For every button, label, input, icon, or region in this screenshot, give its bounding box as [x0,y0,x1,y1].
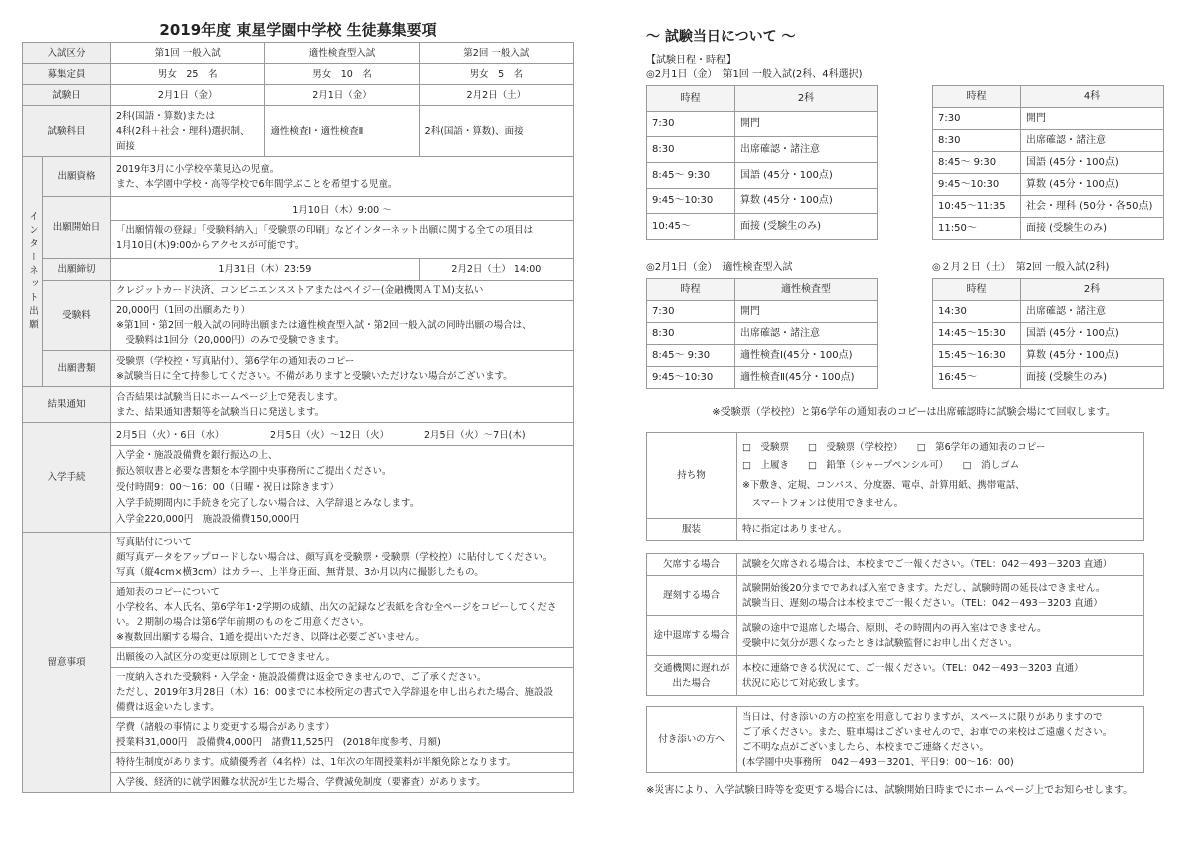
escort-text: 当日は、付き添いの方の控室を用意しておりますが、スペースに限りがありますので ご了承ください。また、駐車場はございませんので、お車での来校はご遠慮ください。 ご不明な点がございましたら、本校までご連絡ください。 (本学園中央事務所 042－493－3201、平日9：00～16：00) [737,707,1144,773]
schedule-table-2ka [646,85,878,240]
schedule-item: 面接 (受験生のみ) [1021,367,1164,389]
schedule-heading: ◎２月２日（土） 第2回 一般入試(2科) [932,262,1110,273]
schedule-row [933,301,1164,323]
qualification-text: 2019年3月に小学校卒業見込の児童。 また、本学園中学校・高等学校で6年間学ぶことを希望する児童。 [111,157,574,197]
schedule-time: 9:45～10:30 [647,188,735,214]
label-deadline: 出願締切 [43,259,111,281]
schedule-time: 14:45～15:30 [933,323,1021,345]
column-header: 適性検査型入試 [265,43,419,64]
schedule-item: 開門 [1021,108,1164,130]
subjects-value: 2科(国語・算数)または 4科(2科＋社会・理科)選択制、 面接 [111,106,265,157]
label-dress: 服装 [647,519,737,541]
note-item: 写真貼付について 顔写真データをアップロードしない場合は、顔写真を受験票・受験票（学校控）に貼付してください。 写真（縦4cm×横3cm）はカラー、上半身正面、無背景、3か月以内に撮影したもの。 [111,533,573,583]
transit-text: 本校に連絡できる状況にて、ご一報ください。（TEL：042－493－3203 直通） 状況に応じて対応致します。 [737,656,1144,696]
schedule-time: 8:30 [933,130,1021,152]
exam-day-info [646,26,1182,796]
collect-note: ※受験票（学校控）と第6学年の通知表のコピーは出席確認時に試験会場にて回収します。 [712,407,1116,418]
schedule-item: 国語 (45分・100点) [1021,152,1164,174]
schedule-item: 出席確認・諸注意 [1021,301,1164,323]
schedule-item: 面接 (受験生のみ) [735,214,878,240]
schedule-row [933,108,1164,130]
label-procedure: 入学手続 [23,423,111,533]
procedure-date: 2月5日（火）・6日（水） [116,429,225,441]
deadline-value: 1月31日（木）23:59 [111,259,420,281]
note-item: 学費（諸般の事情により変更する場合があります） 授業料31,000円 設備費4,000円 諸費11,525円 (2018年度参考、月額) [111,718,573,753]
label-exam-date: 試験日 [23,85,111,106]
recruitment-guide [22,18,574,793]
schedule-time: 時程 [933,86,1021,108]
absent-text: 試験を欠席される場合は、本校までご一報ください。（TEL：042－493－3203 直通） [737,554,1144,576]
label-documents: 出願書類 [43,351,111,387]
schedule-row [647,162,878,188]
procedure-cell [111,423,574,533]
schedule-item: 適性検査Ⅱ(45分・100点) [735,367,878,389]
schedule-item: 算数 (45分・100点) [1021,174,1164,196]
note-item: 入学後、経済的に就学困難な状況が生じた場合、学費減免制度（要審査）があります。 [116,777,486,788]
schedule-header-row [933,279,1164,301]
schedule-item: 出席確認・諸注意 [735,323,878,345]
schedule-item: 算数 (45分・100点) [735,188,878,214]
exam-date-value: 2月1日（金） [111,85,265,106]
schedule-item: 算数 (45分・100点) [1021,345,1164,367]
start-date-value: 1月10日（木）9:00 ～ [111,201,573,221]
label-items: 持ち物 [647,433,737,519]
schedule-row [647,323,878,345]
procedure-date: 2月5日（火）～7日(木) [423,429,526,441]
schedule-item: 国語 (45分・100点) [735,162,878,188]
exam-day-title: ～ 試験当日について ～ [646,29,796,45]
items-note: ※下敷き、定規、コンパス、分度器、電卓、計算用紙、携帯電話、 スマートフォンは使用できません。 [742,479,1025,509]
label-escort: 付き添いの方へ [647,707,737,773]
schedule-header-row [647,86,878,112]
schedule-row [933,323,1164,345]
schedule-item: 出席確認・諸注意 [735,137,878,163]
schedule-header-row [647,279,878,301]
note-item: 通知表のコピーについて 小学校名、本人氏名、第6学年1･2学期の成績、出欠の記録など表紙を含む全ページをコピーしてくださ い。２期制の場合は第6学年前期のものをご用意ください。 ※複数回出願する場合、1通を提出いただき、以降は必要ございません。 [111,583,573,648]
schedule-heading: ◎2月1日（金） 適性検査型入試 [646,262,793,273]
result-text: 合否結果は試験当日にホームページ上で発表します。 また、結果通知書類等を試験当日に発送します。 [111,387,574,423]
label-subjects: 試験科目 [23,106,111,157]
procedure-date: 2月5日（火）～12日（火） [270,429,390,441]
schedule-row [933,196,1164,218]
late-text: 試験開始後20分までであれば入室できます。ただし、試験時間の延長はできません。 試験当日、遅刻の場合は本校までご一報ください。（TEL：042－493－3203 直通） [737,576,1144,616]
dress-text: 特に指定はありません。 [737,519,1144,541]
schedule-time: 時程 [647,86,735,112]
column-header: 第2回 一般入試 [419,43,573,64]
schedule-row [933,174,1164,196]
schedule-row [647,301,878,323]
schedule-item: 4科 [1021,86,1164,108]
schedule-time: 8:45～ 9:30 [647,345,735,367]
label-leave: 途中退席する場合 [647,616,737,656]
schedule-time: 9:45～10:30 [933,174,1021,196]
schedule-time: 時程 [647,279,735,301]
subjects-value: 適性検査Ⅰ・適性検査Ⅱ [265,106,419,157]
schedule-time: 7:30 [647,111,735,137]
schedule-row [647,367,878,389]
schedule-item: 開門 [735,301,878,323]
capacity-value: 男女 5 名 [419,64,573,85]
schedule-time: 9:45～10:30 [647,367,735,389]
schedule-time: 16:45～ [933,367,1021,389]
label-exam-category: 入試区分 [23,43,111,64]
schedule-time: 14:30 [933,301,1021,323]
documents-text: 受験票（学校控・写真貼付）、第6学年の通知表のコピー ※試験当日に全て持参してください。不備がありますと受験いただけない場合がございます。 [111,351,574,387]
schedule-item: 適性検査Ⅰ(45分・100点) [735,345,878,367]
schedule-item: 2科 [735,86,878,112]
schedule-subtitle: 【試験日程・時程】 [646,55,736,66]
schedule-time: 15:45～16:30 [933,345,1021,367]
schedule-table-second [932,278,1164,389]
items-line: □ 受験票 □ 受験票（学校控） □ 第6学年の通知表のコピー [742,441,1046,453]
start-date-text: 「出願情報の登録」「受験料納入」「受験票の印刷」などインターネット出願に関する全ての項目は 1月10日(木)9:00からアクセスが可能です。 [116,224,534,251]
schedule-row [647,188,878,214]
start-cell [111,197,574,259]
schedule-time: 11:50～ [933,218,1021,240]
schedule-table-4ka [932,85,1164,240]
label-qualification: 出願資格 [43,157,111,197]
column-header: 第1回 一般入試 [111,43,265,64]
items-line: □ 上履き □ 鉛筆（シャープペンシル可） □ 消しゴム [742,459,1020,471]
subjects-value: 2科(国語・算数)、面接 [419,106,573,157]
fee-method: クレジットカード決済、コンビニエンスストアまたはペイジー(金融機関ＡＴＭ)支払い [111,281,573,301]
notes-cell [111,533,574,793]
fee-text: 20,000円（1回の出願あたり） ※第1回・第2回一般入試の同時出願または適性検査型入試・第2回一般入試の同時出願の場合は、 受験料は1回分（20,000円）のみで受験できます。 [116,305,532,346]
label-notes: 留意事項 [23,533,111,793]
schedule-item: 面接 (受験生のみ) [1021,218,1164,240]
note-item: 出願後の入試区分の変更は原則としてできません。 [111,648,573,668]
capacity-value: 男女 10 名 [265,64,419,85]
note-item: 特待生制度があります。成績優秀者（4名枠）は、1年次の年間授業料が半額免除となります。 [111,753,573,773]
deadline-value: 2月2日（土） 14:00 [419,259,573,281]
schedule-time: 7:30 [933,108,1021,130]
schedule-time: 10:45～ [647,214,735,240]
capacity-value: 男女 25 名 [111,64,265,85]
schedule-row [933,367,1164,389]
exam-date-value: 2月2日（土） [419,85,573,106]
schedule-row [933,345,1164,367]
schedule-time: 7:30 [647,301,735,323]
guide-table [22,42,574,793]
note-item: 一度納入された受験料・入学金・施設設備費は返金できませんので、ご了承ください。 ただし、2019年3月28日（木）16：00までに本校所定の書式で入学辞退を申し出られた場合、施設設 備費は返金いたします。 [111,668,573,718]
schedule-time: 8:30 [647,137,735,163]
schedule-time: 8:45～ 9:30 [933,152,1021,174]
procedure-text: 入学金・施設設備費を銀行振込の上、 振込領収書と必要な書類を本学園中央事務所にご提出ください。 受付時間9：00～16：00（日曜・祝日は除きます） 入学手続期間内に手続きを完了しない場合は、入学辞退とみなします。 入学金220,000円 施設設備費150,000円 [116,449,420,525]
schedule-row [647,214,878,240]
schedule-time: 10:45～11:35 [933,196,1021,218]
schedule-time: 8:45～ 9:30 [647,162,735,188]
schedule-header-row [933,86,1164,108]
label-late: 遅刻する場合 [647,576,737,616]
schedule-row [933,130,1164,152]
label-absent: 欠席する場合 [647,554,737,576]
escort-table [646,706,1144,773]
schedule-row [933,218,1164,240]
schedule-table-aptitude [646,278,878,389]
schedule-time: 時程 [933,279,1021,301]
schedule-time: 8:30 [647,323,735,345]
label-internet-application: インターネット出願 [23,157,43,387]
schedule-row [647,137,878,163]
label-transit: 交通機関に遅れが 出た場合 [647,656,737,696]
schedule-row [647,345,878,367]
items-table [646,432,1144,541]
situations-table [646,553,1144,696]
schedule-row [647,111,878,137]
label-capacity: 募集定員 [23,64,111,85]
label-result: 結果通知 [23,387,111,423]
schedule-item: 適性検査型 [735,279,878,301]
schedule-item: 開門 [735,111,878,137]
schedule-item: 出席確認・諸注意 [1021,130,1164,152]
schedule-item: 2科 [1021,279,1164,301]
schedule-item: 国語 (45分・100点) [1021,323,1164,345]
schedule-row [933,152,1164,174]
disaster-note: ※災害により、入学試験日時等を変更する場合には、試験開始日時までにホームページ上でお知らせします。 [646,785,1134,796]
guide-title: 2019年度 東星学園中学校 生徒募集要項 [159,21,437,39]
schedule-heading: ◎2月1日（金） 第1回 一般入試(2科、4科選択) [646,69,863,80]
exam-date-value: 2月1日（金） [265,85,419,106]
leave-text: 試験の途中で退席した場合、原則、その時間内の再入室はできません。 受験中に気分が悪くなったときは試験監督にお申し出ください。 [737,616,1144,656]
label-fee: 受験料 [43,281,111,351]
label-start-date: 出願開始日 [43,197,111,259]
fee-cell [111,281,574,351]
schedule-item: 社会・理科 (50分・各50点) [1021,196,1164,218]
